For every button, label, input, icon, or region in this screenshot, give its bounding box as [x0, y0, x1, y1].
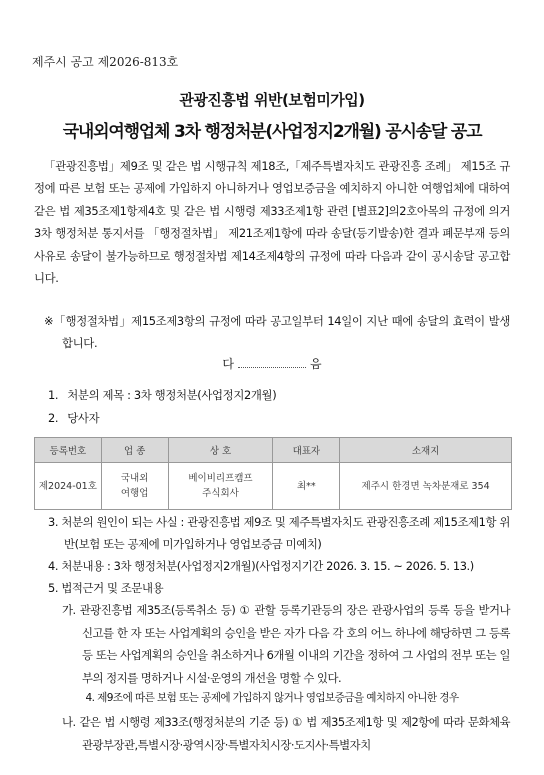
cell-rep: 최** [273, 463, 340, 510]
item-2-number: 2. [48, 411, 59, 425]
item-5 [48, 577, 510, 599]
da-eum-right: 음 [310, 357, 322, 371]
da-eum-heading [0, 355, 544, 372]
title-line-2: 국내외여행업체 3차 행정처분(사업정지2개월) 공시송달 공고 [62, 122, 482, 142]
cell-type-line-2: 여행업 [120, 488, 149, 499]
item-2-text: 당사자 [67, 411, 100, 425]
header-address: 소재지 [340, 438, 512, 463]
item-3-text: 처분의 원인이 되는 사실 : 관광진흥법 제9조 및 제주특별자치도 관광진흥조례 제15조제1항 위반(보험 또는 공제에 미가입하거나 영업보증금 미예치) [61, 515, 510, 551]
cell-name-line-2: 주식회사 [202, 488, 239, 499]
cell-name-line-1: 베이비리프캠프 [188, 473, 253, 484]
da-eum-dotted-line [238, 357, 306, 368]
table-row [35, 463, 512, 510]
item-4-number: 4. [48, 559, 59, 573]
header-name: 상 호 [168, 438, 273, 463]
item-4-text: 처분내용 : 3차 행정처분(사업정지2개월)(사업정지기간 2026. 3. 15. ~ 2026. 5. 13.) [61, 559, 474, 573]
item-5-text: 법적근거 및 조문내용 [61, 581, 164, 595]
item-5-number: 5. [48, 581, 59, 595]
item-3-number: 3. [48, 515, 59, 529]
notice-number: 제주시 공고 제2026-813호 [32, 55, 179, 69]
table-header-row [35, 438, 512, 463]
effect-note: ※「행정절차법」제15조제3항의 규정에 따라 공고일부터 14일이 지난 때에 송달의 효력이 발생합니다. [44, 314, 510, 350]
header-type: 업 종 [101, 438, 168, 463]
cell-type-line-1: 국내외 [120, 473, 149, 484]
da-eum-left: 다 [222, 357, 234, 371]
item-4 [48, 555, 510, 577]
intro-paragraph: 「관광진흥법」제9조 및 같은 법 시행규칙 제18조,「제주특별자치도 관광진흥 조례」 제15조 규정에 따른 보험 또는 공제에 가입하지 아니하거나 영업보증금을 예치하지 아니한 여행업체에 대하여 같은 법 제35조제1항제4호 및 같은 법 시행령 제33조제1항 관련 [별표2]의2호아목의 규정에 의거 3차 행정처분 통지서를 「행정절차법」 제21조제1항에 따라 송달(등기발송)한 결과 폐문부재 등의 사유로 송달이 불가능하므로 행정절차법 제14조제4항의 규정에 따라 다음과 같이 공시송달 공고합니다. [34, 159, 510, 286]
cell-name [168, 463, 273, 510]
sub-item-ga-4: 4. 제9조에 따른 보험 또는 공제에 가입하지 않거나 영업보증금을 예치하지 아니한 경우 [85, 692, 459, 704]
item-1 [48, 387, 276, 403]
item-1-number: 1. [48, 388, 59, 402]
title-line-1: 관광진흥법 위반(보험미가입) [179, 91, 365, 109]
cell-reg-no: 제2024-01호 [35, 463, 102, 510]
party-table-wrapper [34, 437, 512, 510]
cell-address: 제주시 한경면 녹차분재로 354 [340, 463, 512, 510]
sub-item-na: 나. 같은 법 시행령 제33조(행정처분의 기준 등) ① 법 제35조제1항 및 제2항에 따라 문화체육관광부장관,특별시장·광역시장·특별자치시장·도지사·특별자치 [62, 715, 510, 752]
header-rep: 대표자 [273, 438, 340, 463]
sub-item-ga: 가. 관광진흥법 제35조(등록취소 등) ① 관할 등록기관등의 장은 관광사업의 등록 등을 받거나 신고를 한 자 또는 사업계획의 승인을 받은 자가 다음 각 호의 어느 하나에 해당하면 그 등록 등 또는 사업계획의 승인을 취소하거나 6개월 이내의 기간을 정하여 그 사업의 전부 또는 일부의 정지를 명하거나 시설·운영의 개선을 명할 수 있다. [62, 603, 510, 685]
cell-type [101, 463, 168, 510]
item-1-text: 처분의 제목 : 3차 행정처분(사업정지2개월) [67, 388, 277, 402]
header-reg-no: 등록번호 [35, 438, 102, 463]
party-table [34, 437, 512, 510]
item-2 [48, 410, 99, 426]
item-3 [48, 511, 510, 555]
